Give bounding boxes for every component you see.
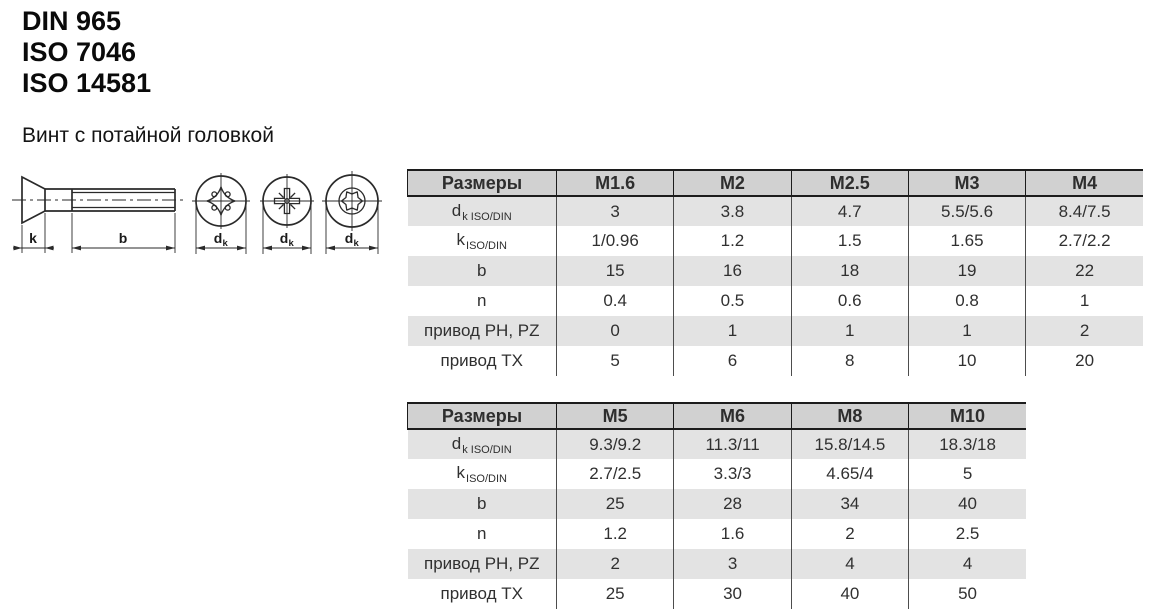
table-cell: 0.6 — [791, 286, 908, 316]
row-label-subscript: k ISO/DIN — [462, 443, 512, 456]
table-cell: 3 — [674, 549, 791, 579]
table-cell: 5 — [909, 459, 1026, 489]
table-cell: 0.5 — [674, 286, 791, 316]
column-header: M5 — [557, 403, 674, 429]
standard-din: DIN 965 — [22, 6, 122, 36]
row-label — [408, 489, 557, 519]
table-cell: 40 — [791, 579, 908, 609]
table-cell: 1 — [791, 316, 908, 346]
row-label-base: b — [477, 261, 487, 280]
table-cell: 4.7 — [791, 196, 908, 226]
table-row — [408, 226, 1144, 256]
column-header: M8 — [791, 403, 908, 429]
table-cell: 3.3/3 — [674, 459, 791, 489]
row-label — [408, 579, 557, 609]
table-cell: 25 — [557, 489, 674, 519]
table-row — [408, 579, 1027, 609]
table-row — [408, 316, 1144, 346]
pozidriv-head-icon — [260, 174, 314, 254]
b-dim-label: b — [118, 230, 128, 246]
dk-dim-label-pz: d — [279, 230, 289, 246]
row-label-base: d — [451, 433, 462, 453]
dk-dim-sub-ph: k — [222, 238, 228, 249]
row-label-subscript: k ISO/DIN — [462, 210, 512, 223]
table-cell: 1.2 — [674, 226, 791, 256]
column-header: M2 — [674, 170, 791, 196]
row-label-base: n — [477, 524, 487, 543]
row-label-base: n — [477, 291, 487, 310]
column-header: M6 — [674, 403, 791, 429]
row-label-subscript: ISO/DIN — [466, 473, 507, 485]
table-cell: 10 — [908, 346, 1025, 376]
standard-iso-7046: ISO 7046 — [22, 37, 137, 67]
table-cell: 20 — [1026, 346, 1143, 376]
table-row — [408, 459, 1027, 489]
table-cell: 25 — [557, 579, 674, 609]
row-label — [408, 549, 557, 579]
dk-dim-label-ph: d — [213, 230, 223, 246]
row-label-base: привод TX — [440, 584, 523, 603]
dimension-table — [407, 169, 1143, 376]
row-label — [408, 286, 557, 316]
table-cell: 18.3/18 — [909, 429, 1026, 459]
table-cell: 28 — [674, 489, 791, 519]
row-label — [408, 256, 557, 286]
table-cell: 50 — [909, 579, 1026, 609]
table-row — [408, 489, 1027, 519]
row-label-base: k — [456, 230, 466, 249]
table-cell: 5 — [557, 346, 674, 376]
dk-dim-sub-pz: k — [288, 238, 294, 249]
table-cell: 1.65 — [908, 226, 1025, 256]
row-label — [408, 519, 557, 549]
table-cell: 15 — [557, 256, 674, 286]
row-label — [408, 459, 557, 489]
table-corner-header: Размеры — [408, 403, 557, 429]
column-header: M10 — [909, 403, 1026, 429]
row-label — [408, 316, 557, 346]
table-row — [408, 196, 1144, 226]
dimension-k — [13, 213, 54, 253]
table-cell: 0.4 — [557, 286, 674, 316]
table-cell: 8 — [791, 346, 908, 376]
table-cell: 4 — [909, 549, 1026, 579]
table-cell: 2 — [557, 549, 674, 579]
k-dim-label: k — [29, 230, 37, 246]
column-header: M3 — [908, 170, 1025, 196]
table-cell: 8.4/7.5 — [1026, 196, 1143, 226]
table-cell: 19 — [908, 256, 1025, 286]
table-cell: 1.6 — [674, 519, 791, 549]
torx-head-icon — [322, 171, 382, 254]
table-corner-header: Размеры — [408, 170, 557, 196]
table-row — [408, 549, 1027, 579]
table-cell: 0.8 — [908, 286, 1025, 316]
table-cell: 1 — [674, 316, 791, 346]
dimension-b — [72, 213, 175, 253]
row-label — [408, 346, 557, 376]
table-cell: 15.8/14.5 — [791, 429, 908, 459]
row-label-base: привод PH, PZ — [423, 554, 540, 573]
row-label-subscript: ISO/DIN — [466, 240, 507, 252]
row-label — [408, 226, 557, 256]
table-cell: 34 — [791, 489, 908, 519]
table-cell: 4.65/4 — [791, 459, 908, 489]
dimension-table-m1-6-to-m4 — [407, 169, 1143, 376]
technical-drawing — [0, 160, 400, 285]
page-title: Винт с потайной головкой — [22, 124, 274, 147]
table-cell: 1.2 — [557, 519, 674, 549]
dimension-table-m5-to-m10 — [407, 402, 1026, 609]
table-cell: 3.8 — [674, 196, 791, 226]
phillips-head-icon — [192, 173, 250, 254]
table-cell: 2 — [791, 519, 908, 549]
row-label — [408, 429, 557, 459]
table-cell: 3 — [557, 196, 674, 226]
table-cell: 2 — [1026, 316, 1143, 346]
standard-iso-14581: ISO 14581 — [22, 68, 152, 98]
table-cell: 30 — [674, 579, 791, 609]
table-cell: 6 — [674, 346, 791, 376]
table-cell: 18 — [791, 256, 908, 286]
column-header: M1.6 — [557, 170, 674, 196]
table-cell: 2.5 — [909, 519, 1026, 549]
standards-block — [22, 6, 151, 99]
table-cell: 1/0.96 — [557, 226, 674, 256]
table-row — [408, 256, 1144, 286]
column-header: M2.5 — [791, 170, 908, 196]
table-row — [408, 429, 1027, 459]
table-cell: 2.7/2.2 — [1026, 226, 1143, 256]
table-cell: 0 — [557, 316, 674, 346]
table-cell: 4 — [791, 549, 908, 579]
row-label-base: привод PH, PZ — [423, 321, 540, 340]
table-cell: 2.7/2.5 — [557, 459, 674, 489]
table-cell: 22 — [1026, 256, 1143, 286]
table-cell: 16 — [674, 256, 791, 286]
dk-dim-sub-tx: k — [353, 238, 359, 249]
screw-side-view-icon — [12, 177, 184, 253]
row-label-base: d — [451, 200, 462, 220]
table-row — [408, 519, 1027, 549]
table-cell: 9.3/9.2 — [557, 429, 674, 459]
row-label-base: привод TX — [440, 351, 523, 370]
table-cell: 40 — [909, 489, 1026, 519]
dk-dim-label-tx: d — [344, 230, 354, 246]
row-label — [408, 196, 557, 226]
dimension-table — [407, 402, 1026, 609]
table-cell: 1.5 — [791, 226, 908, 256]
table-row — [408, 286, 1144, 316]
row-label-base: k — [456, 463, 466, 482]
column-header: M4 — [1026, 170, 1143, 196]
table-row — [408, 346, 1144, 376]
row-label-base: b — [477, 494, 487, 513]
table-cell: 11.3/11 — [674, 429, 791, 459]
table-cell: 5.5/5.6 — [908, 196, 1025, 226]
table-cell: 1 — [908, 316, 1025, 346]
table-cell: 1 — [1026, 286, 1143, 316]
